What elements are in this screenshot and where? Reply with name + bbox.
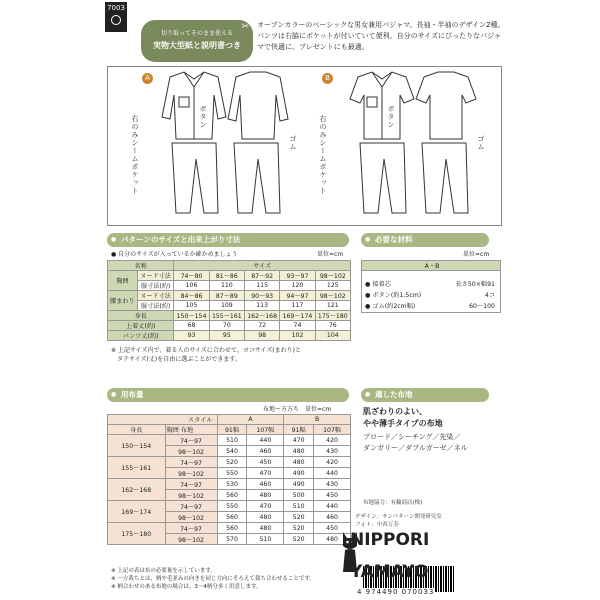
size-cell: 98〜102: [315, 291, 350, 301]
size-footnote-2: タテサイズ(丈)を自由に選ぶことができます。: [117, 356, 241, 363]
rubber-callout-a: ゴム: [289, 135, 297, 151]
fabric-cell: 510: [284, 501, 314, 512]
size-cell: 125: [315, 281, 350, 291]
fabric-cell: 450: [314, 523, 351, 534]
fabric-header-width: 91幅: [284, 425, 314, 435]
fabric-chest-cell: 98〜102: [165, 534, 217, 545]
fabric-cell: 440: [314, 501, 351, 512]
size-cell: 109: [209, 301, 244, 311]
fabric-height-cell: 169〜174: [108, 501, 166, 523]
credit-design: デザイン：サンパターン開発研究室: [355, 514, 442, 520]
fabric-note: ※ 上記の表は布の必要量を示しています。: [111, 568, 216, 574]
fabric-height-cell: 162〜168: [108, 479, 166, 501]
size-cell: 98〜102: [315, 271, 350, 281]
fabric-cell: 480: [314, 534, 351, 545]
fabric-header-b: B: [284, 415, 351, 425]
size-row-label: 服寸法(約): [137, 281, 174, 291]
size-cell: 94〜97: [280, 291, 315, 301]
pattern-included-badge: [141, 20, 253, 62]
fabric-notes: [111, 567, 315, 591]
fabric-cell: 490: [284, 468, 314, 479]
style-a-label: A: [142, 73, 153, 84]
size-row-label: 身長: [108, 311, 174, 321]
size-section-title: ● パターンのサイズと出来上がり寸法: [107, 233, 349, 247]
fabric-cell: 470: [247, 501, 284, 512]
size-table-header-size: サイズ: [174, 261, 351, 271]
size-cell: 169〜174: [280, 311, 315, 321]
fabric-cell: 430: [314, 479, 351, 490]
fabric-cell: 510: [217, 435, 247, 446]
fabric-amount-unit: 布地ー方方ち 単位=cm: [263, 406, 332, 413]
fabric-note: ※ 一方裁ちとは、柄や毛並みの向きを同じ方向にそろえて裁ち合わせることです。: [111, 576, 315, 582]
size-cell: 162〜168: [245, 311, 280, 321]
size-cell: 104: [315, 331, 350, 341]
size-row-label: ヌード寸法: [137, 291, 174, 301]
size-row-label: ヌード寸法: [137, 271, 174, 281]
size-cell: 72: [245, 321, 280, 331]
size-cell: 68: [174, 321, 209, 331]
fabric-header-a: A: [217, 415, 284, 425]
fabric-header-fabric: 布地: [180, 427, 194, 434]
fabric-header-width: 107幅: [247, 425, 284, 435]
product-code: 7003: [107, 4, 125, 12]
fabric-note: ※ 柄合わせのある布地の場合は、3〜4柄分多く用意します。: [111, 584, 262, 590]
fabric-cell: 560: [217, 523, 247, 534]
material-value: 60〜100: [469, 303, 495, 310]
fabric-cell: 510: [247, 534, 284, 545]
fabric-header-width: 107幅: [314, 425, 351, 435]
fabric-cell: 570: [217, 534, 247, 545]
size-table: [107, 260, 351, 341]
size-cell: 121: [315, 301, 350, 311]
badge-small-text: 切り取ってそのまま使える: [160, 30, 233, 37]
fabric-chest-cell: 74〜97: [165, 457, 217, 468]
fabric-cell: 480: [247, 512, 284, 523]
fabric-cell: 460: [247, 446, 284, 457]
material-value: 4コ: [484, 292, 495, 299]
fabric-cell: 520: [217, 457, 247, 468]
fabric-amount-table: [107, 414, 351, 545]
product-code-badge: [105, 2, 127, 32]
size-cell: 155〜161: [209, 311, 244, 321]
barcode-number: 4 974490 070033: [357, 588, 435, 596]
fabric-cell: 480: [284, 457, 314, 468]
fabric-height-cell: 150〜154: [108, 435, 166, 457]
material-name: ● 接着芯: [365, 281, 391, 288]
size-cell: 115: [245, 281, 280, 291]
materials-section-title: ● 必要な材料: [361, 233, 489, 247]
fabric-height-cell: 175〜180: [108, 523, 166, 545]
size-note: ● 自分のサイズが入っているか確かめましょう: [111, 251, 238, 258]
intro-text: オープンカラーのベーシックな男女兼用パジャマ。長袖・半袖のデザイン2種。パンツは右脇にポケットが付いていて便利。自分のサイズにぴったりなパジャマで快適に。プレゼントにも最適。: [257, 21, 505, 51]
size-cell: 90〜93: [245, 291, 280, 301]
fabric-chest-cell: 74〜97: [165, 501, 217, 512]
style-b-label: B: [322, 73, 333, 84]
fabric-header-chest: 胸囲: [166, 427, 179, 434]
size-cell: 74: [280, 321, 315, 331]
fabric-chest-cell: 74〜97: [165, 523, 217, 534]
fabric-cell: 540: [217, 446, 247, 457]
materials-header: A・B: [362, 261, 501, 271]
size-footnote-1: ※ 上記サイズ内で、着る人のサイズに合わせて、ヨコサイズ(まわり)と: [111, 347, 301, 354]
fabric-cell: 450: [314, 490, 351, 501]
fabric-cell: 430: [314, 446, 351, 457]
fabric-chest-cell: 98〜102: [165, 490, 217, 501]
fabric-header-width: 91幅: [217, 425, 247, 435]
fabric-cell: 520: [284, 512, 314, 523]
size-cell: 120: [280, 281, 315, 291]
fabric-cell: 460: [314, 512, 351, 523]
size-cell: 106: [174, 281, 209, 291]
fabric-chest-cell: 98〜102: [165, 468, 217, 479]
size-cell: 95: [209, 331, 244, 341]
fabric-cell: 420: [314, 435, 351, 446]
pattern-envelope-back: [105, 0, 510, 600]
materials-table: [361, 260, 501, 313]
pocket-callout-b: 右のみシームポケット: [319, 115, 327, 195]
shop-watermark: [350, 524, 480, 588]
size-cell: 93〜97: [280, 271, 315, 281]
button-callout-a: ボタン: [199, 105, 207, 129]
size-row-label: パンツ丈(約): [108, 331, 174, 341]
fabric-cell: 470: [284, 435, 314, 446]
rubber-callout-b: ゴム: [477, 135, 485, 151]
size-cell: 87〜89: [209, 291, 244, 301]
fabric-cell: 420: [314, 457, 351, 468]
flat-sketch-drawings: [108, 67, 503, 227]
size-cell: 110: [209, 281, 244, 291]
suitable-fabric-list-1: ブロード／シーチング／先染／: [363, 433, 461, 441]
fabric-cell: 520: [284, 534, 314, 545]
size-cell: 175〜180: [315, 311, 350, 321]
size-cell: 98: [245, 331, 280, 341]
size-cell: 105: [174, 301, 209, 311]
fabric-cell: 560: [217, 490, 247, 501]
size-cell: 81〜86: [209, 271, 244, 281]
fabric-cell: 450: [247, 457, 284, 468]
materials-unit: 単位=cm: [463, 251, 490, 258]
scissors-icon: ✂: [241, 22, 249, 32]
fabric-cell: 500: [284, 490, 314, 501]
fabric-chest-cell: 74〜97: [165, 435, 217, 446]
credit-photo: フォト：中西万寿: [355, 522, 399, 528]
suitable-fabric-lead: [363, 406, 443, 430]
fabric-cell: 550: [217, 468, 247, 479]
size-cell: 84〜86: [174, 291, 209, 301]
fabric-header-height: 身長: [108, 425, 166, 435]
fabric-cell: 480: [247, 523, 284, 534]
fabric-cell: 480: [247, 490, 284, 501]
size-cell: 87〜92: [245, 271, 280, 281]
badge-main-text: 実物大型紙と説明書つき: [153, 41, 241, 50]
size-cell: 150〜154: [174, 311, 209, 321]
fabric-chest-cell: 98〜102: [165, 446, 217, 457]
suitable-fabric-lead-2: やや薄手タイプの布地: [363, 419, 443, 428]
size-cell: 76: [315, 321, 350, 331]
size-cell: 117: [280, 301, 315, 311]
size-cell: 102: [280, 331, 315, 341]
fabric-height-cell: 155〜161: [108, 457, 166, 479]
size-cell: 113: [245, 301, 280, 311]
size-row-label: 服寸法(約): [137, 301, 174, 311]
fabric-amount-section-title: ● 用布量: [107, 388, 349, 402]
size-group-label: 腰まわり: [108, 291, 138, 311]
material-name: ● ボタン(約1.5cm): [365, 292, 422, 299]
shop-name-line-1: NIPPORI: [350, 530, 430, 550]
pocket-callout-a: 右のみシームポケット: [131, 115, 139, 195]
fabric-cell: 440: [314, 468, 351, 479]
suitable-fabric-lead-1: 肌ざわりのよい、: [363, 407, 427, 416]
fabric-chest-cell: 98〜102: [165, 512, 217, 523]
size-row-label: 上着丈(約): [108, 321, 174, 331]
size-cell: 74〜80: [174, 271, 209, 281]
button-callout-b: ボタン: [387, 105, 395, 129]
credit-cooperation: 布地協力：有輪商店(株): [363, 500, 423, 506]
size-cell: 93: [174, 331, 209, 341]
size-unit: 単位=cm: [317, 251, 344, 258]
fabric-cell: 460: [247, 479, 284, 490]
material-name: ● ゴム(約2cm幅): [365, 303, 416, 310]
fabric-cell: 440: [247, 435, 284, 446]
fabric-cell: 480: [284, 446, 314, 457]
fabric-cell: 490: [284, 479, 314, 490]
fabric-cell: 470: [247, 468, 284, 479]
shop-name-line-2: YAMAYO: [350, 562, 429, 582]
fabric-cell: 530: [217, 479, 247, 490]
fabric-cell: 520: [284, 523, 314, 534]
suitable-fabric-list: [363, 432, 468, 454]
fabric-cell: 550: [217, 501, 247, 512]
garment-illustration: [107, 66, 502, 226]
material-value: 長さ50×幅91: [455, 281, 495, 288]
brand-circle-icon: [111, 15, 121, 25]
fabric-header-style: スタイル: [108, 415, 218, 425]
fabric-cell: 560: [217, 512, 247, 523]
size-cell: 70: [209, 321, 244, 331]
fabric-chest-cell: 74〜97: [165, 479, 217, 490]
size-group-label: 胸囲: [108, 271, 138, 291]
suitable-fabric-list-2: ダンガリー／ダブルガーゼ／ネル: [363, 444, 468, 452]
suitable-fabric-section-title: ● 適した布地: [361, 388, 489, 402]
size-table-header-name: 名称: [108, 261, 174, 271]
